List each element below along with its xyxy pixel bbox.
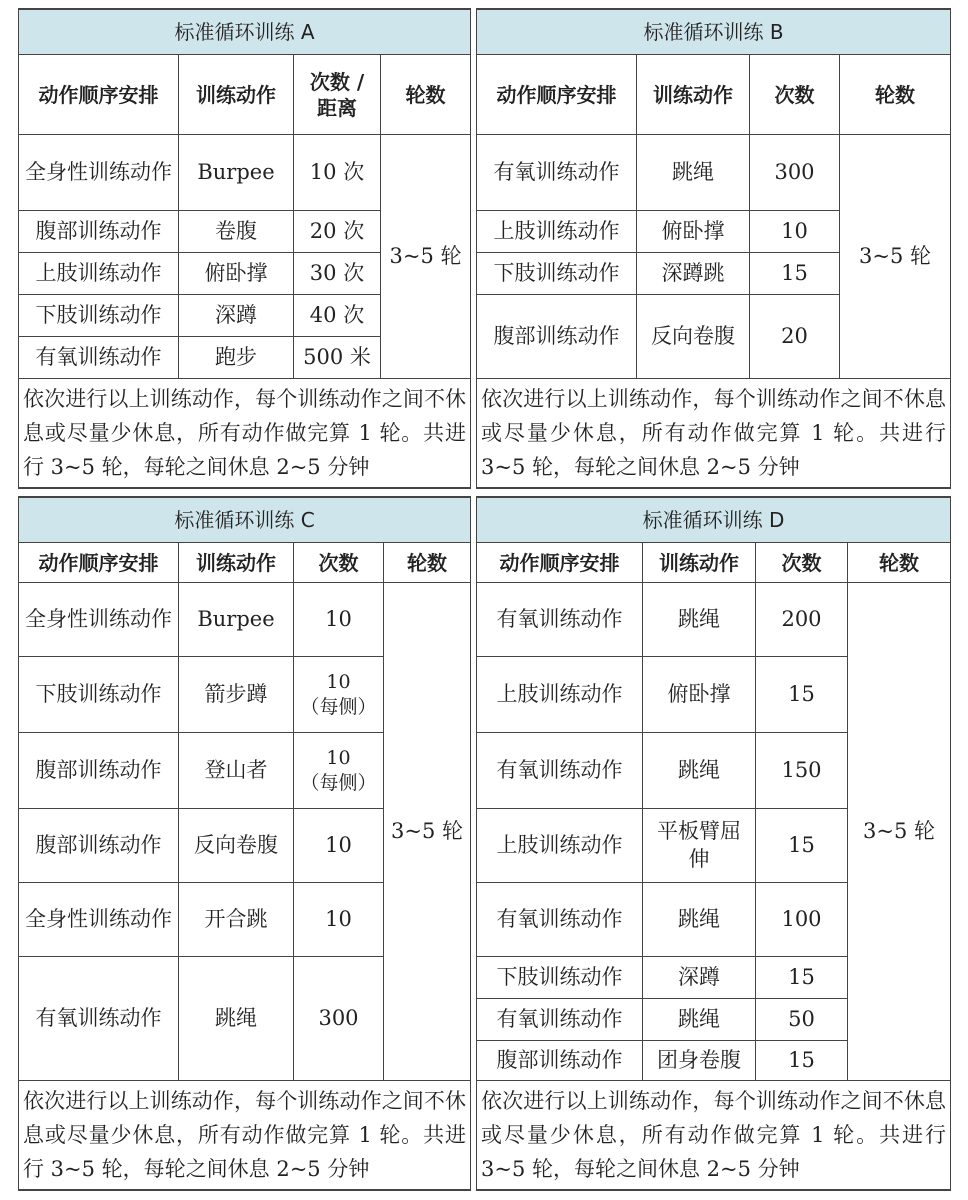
table-d [476, 496, 951, 1191]
row-count: 20 [750, 295, 840, 379]
header-order: 动作顺序安排 [19, 543, 179, 583]
header-action: 训练动作 [637, 55, 750, 135]
row-action: 俯卧撑 [637, 211, 750, 253]
row-count: 50 [756, 999, 848, 1041]
row-count: 10 [750, 211, 840, 253]
table-b-rounds: 3~5 轮 [840, 135, 951, 379]
row-action: Burpee [179, 583, 294, 657]
table-b-note: 依次进行以上训练动作，每个训练动作之间不休息或尽量少休息，所有动作做完算 1 轮。共进行 3~5 轮，每轮之间休息 2~5 分钟 [477, 379, 951, 489]
row-action: 跑步 [179, 337, 294, 379]
header-action: 训练动作 [643, 543, 756, 583]
row-action: Burpee [179, 135, 294, 211]
table-a-note: 依次进行以上训练动作，每个训练动作之间不休息或尽量少休息，所有动作做完算 1 轮。共进行 3~5 轮，每轮之间休息 2~5 分钟 [19, 379, 471, 489]
header-rounds: 轮数 [384, 543, 471, 583]
row-type: 腹部训练动作 [19, 211, 179, 253]
row-action: 俯卧撑 [179, 253, 294, 295]
row-count: 300 [294, 957, 384, 1081]
row-action: 俯卧撑 [643, 657, 756, 733]
row-type: 有氧训练动作 [19, 957, 179, 1081]
row-type: 全身性训练动作 [19, 135, 179, 211]
row-count: 500 米 [294, 337, 381, 379]
row-type: 有氧训练动作 [477, 883, 643, 957]
row-count: 150 [756, 733, 848, 809]
circuit-table-a [18, 8, 470, 483]
header-count-distance: 次数 / 距离 [294, 55, 381, 135]
row-type: 上肢训练动作 [477, 809, 643, 883]
table-b-title: 标准循环训练 B [477, 9, 951, 55]
table-c-title: 标准循环训练 C [19, 497, 471, 543]
row-count: 300 [750, 135, 840, 211]
table-b [476, 8, 951, 489]
row-action: 跳绳 [643, 999, 756, 1041]
row-action [643, 809, 756, 883]
row-action: 团身卷腹 [643, 1041, 756, 1081]
row-action: 跳绳 [643, 583, 756, 657]
header-rounds: 轮数 [840, 55, 951, 135]
circuit-table-d [476, 496, 950, 1195]
row-count: 15 [750, 253, 840, 295]
header-order: 动作顺序安排 [477, 543, 643, 583]
table-d-title: 标准循环训练 D [477, 497, 951, 543]
row-action: 跳绳 [179, 957, 294, 1081]
row-type: 有氧训练动作 [477, 999, 643, 1041]
row-action: 深蹲跳 [637, 253, 750, 295]
table-row [19, 135, 471, 211]
row-count: 200 [756, 583, 848, 657]
row-count: 15 [756, 657, 848, 733]
header-count: 次数 [294, 543, 384, 583]
table-a-rounds: 3~5 轮 [381, 135, 471, 379]
table-row [19, 583, 471, 657]
row-count: 10 （每侧） [294, 733, 384, 809]
row-count: 10 [294, 583, 384, 657]
row-type: 腹部训练动作 [477, 1041, 643, 1081]
row-count: 100 [756, 883, 848, 957]
table-c [18, 496, 471, 1191]
row-count: 30 次 [294, 253, 381, 295]
table-row [477, 135, 951, 211]
row-action: 卷腹 [179, 211, 294, 253]
row-type: 有氧训练动作 [477, 583, 643, 657]
row-type: 下肢训练动作 [19, 295, 179, 337]
row-count: 20 次 [294, 211, 381, 253]
row-action: 深蹲 [179, 295, 294, 337]
table-c-note: 依次进行以上训练动作，每个训练动作之间不休息或尽量少休息，所有动作做完算 1 轮。共进行 3~5 轮，每轮之间休息 2~5 分钟 [19, 1081, 471, 1191]
table-a [18, 8, 471, 489]
row-type: 腹部训练动作 [477, 295, 637, 379]
row-action-text: 平板臂屈伸 [657, 819, 741, 871]
row-count: 10 次 [294, 135, 381, 211]
row-action: 登山者 [179, 733, 294, 809]
row-action: 深蹲 [643, 957, 756, 999]
header-count: 次数 [750, 55, 840, 135]
row-count: 15 [756, 809, 848, 883]
header-rounds: 轮数 [848, 543, 951, 583]
row-type: 腹部训练动作 [19, 733, 179, 809]
header-action: 训练动作 [179, 543, 294, 583]
row-count: 10 [294, 809, 384, 883]
row-type: 下肢训练动作 [477, 253, 637, 295]
row-action: 跳绳 [643, 883, 756, 957]
row-action: 跳绳 [643, 733, 756, 809]
circuit-table-b [476, 8, 950, 483]
table-c-rounds: 3~5 轮 [384, 583, 471, 1081]
row-type: 下肢训练动作 [477, 957, 643, 999]
row-action: 跳绳 [637, 135, 750, 211]
row-count: 10 [294, 883, 384, 957]
row-count: 15 [756, 1041, 848, 1081]
header-order: 动作顺序安排 [19, 55, 179, 135]
row-count: 15 [756, 957, 848, 999]
table-d-note: 依次进行以上训练动作，每个训练动作之间不休息或尽量少休息，所有动作做完算 1 轮。共进行 3~5 轮，每轮之间休息 2~5 分钟 [477, 1081, 951, 1191]
row-count: 10 （每侧） [294, 657, 384, 733]
table-a-title: 标准循环训练 A [19, 9, 471, 55]
row-count: 40 次 [294, 295, 381, 337]
header-order: 动作顺序安排 [477, 55, 637, 135]
row-type: 下肢训练动作 [19, 657, 179, 733]
header-count: 次数 [756, 543, 848, 583]
circuit-table-c [18, 496, 470, 1195]
row-type: 腹部训练动作 [19, 809, 179, 883]
row-action: 开合跳 [179, 883, 294, 957]
row-type: 有氧训练动作 [19, 337, 179, 379]
row-action: 箭步蹲 [179, 657, 294, 733]
row-type: 上肢训练动作 [477, 211, 637, 253]
row-type: 有氧训练动作 [477, 733, 643, 809]
row-action: 反向卷腹 [637, 295, 750, 379]
row-type: 上肢训练动作 [477, 657, 643, 733]
table-row [477, 583, 951, 657]
row-type: 全身性训练动作 [19, 883, 179, 957]
row-action: 反向卷腹 [179, 809, 294, 883]
row-type: 全身性训练动作 [19, 583, 179, 657]
header-rounds: 轮数 [381, 55, 471, 135]
table-d-rounds: 3~5 轮 [848, 583, 951, 1081]
row-type: 上肢训练动作 [19, 253, 179, 295]
header-action: 训练动作 [179, 55, 294, 135]
row-type: 有氧训练动作 [477, 135, 637, 211]
